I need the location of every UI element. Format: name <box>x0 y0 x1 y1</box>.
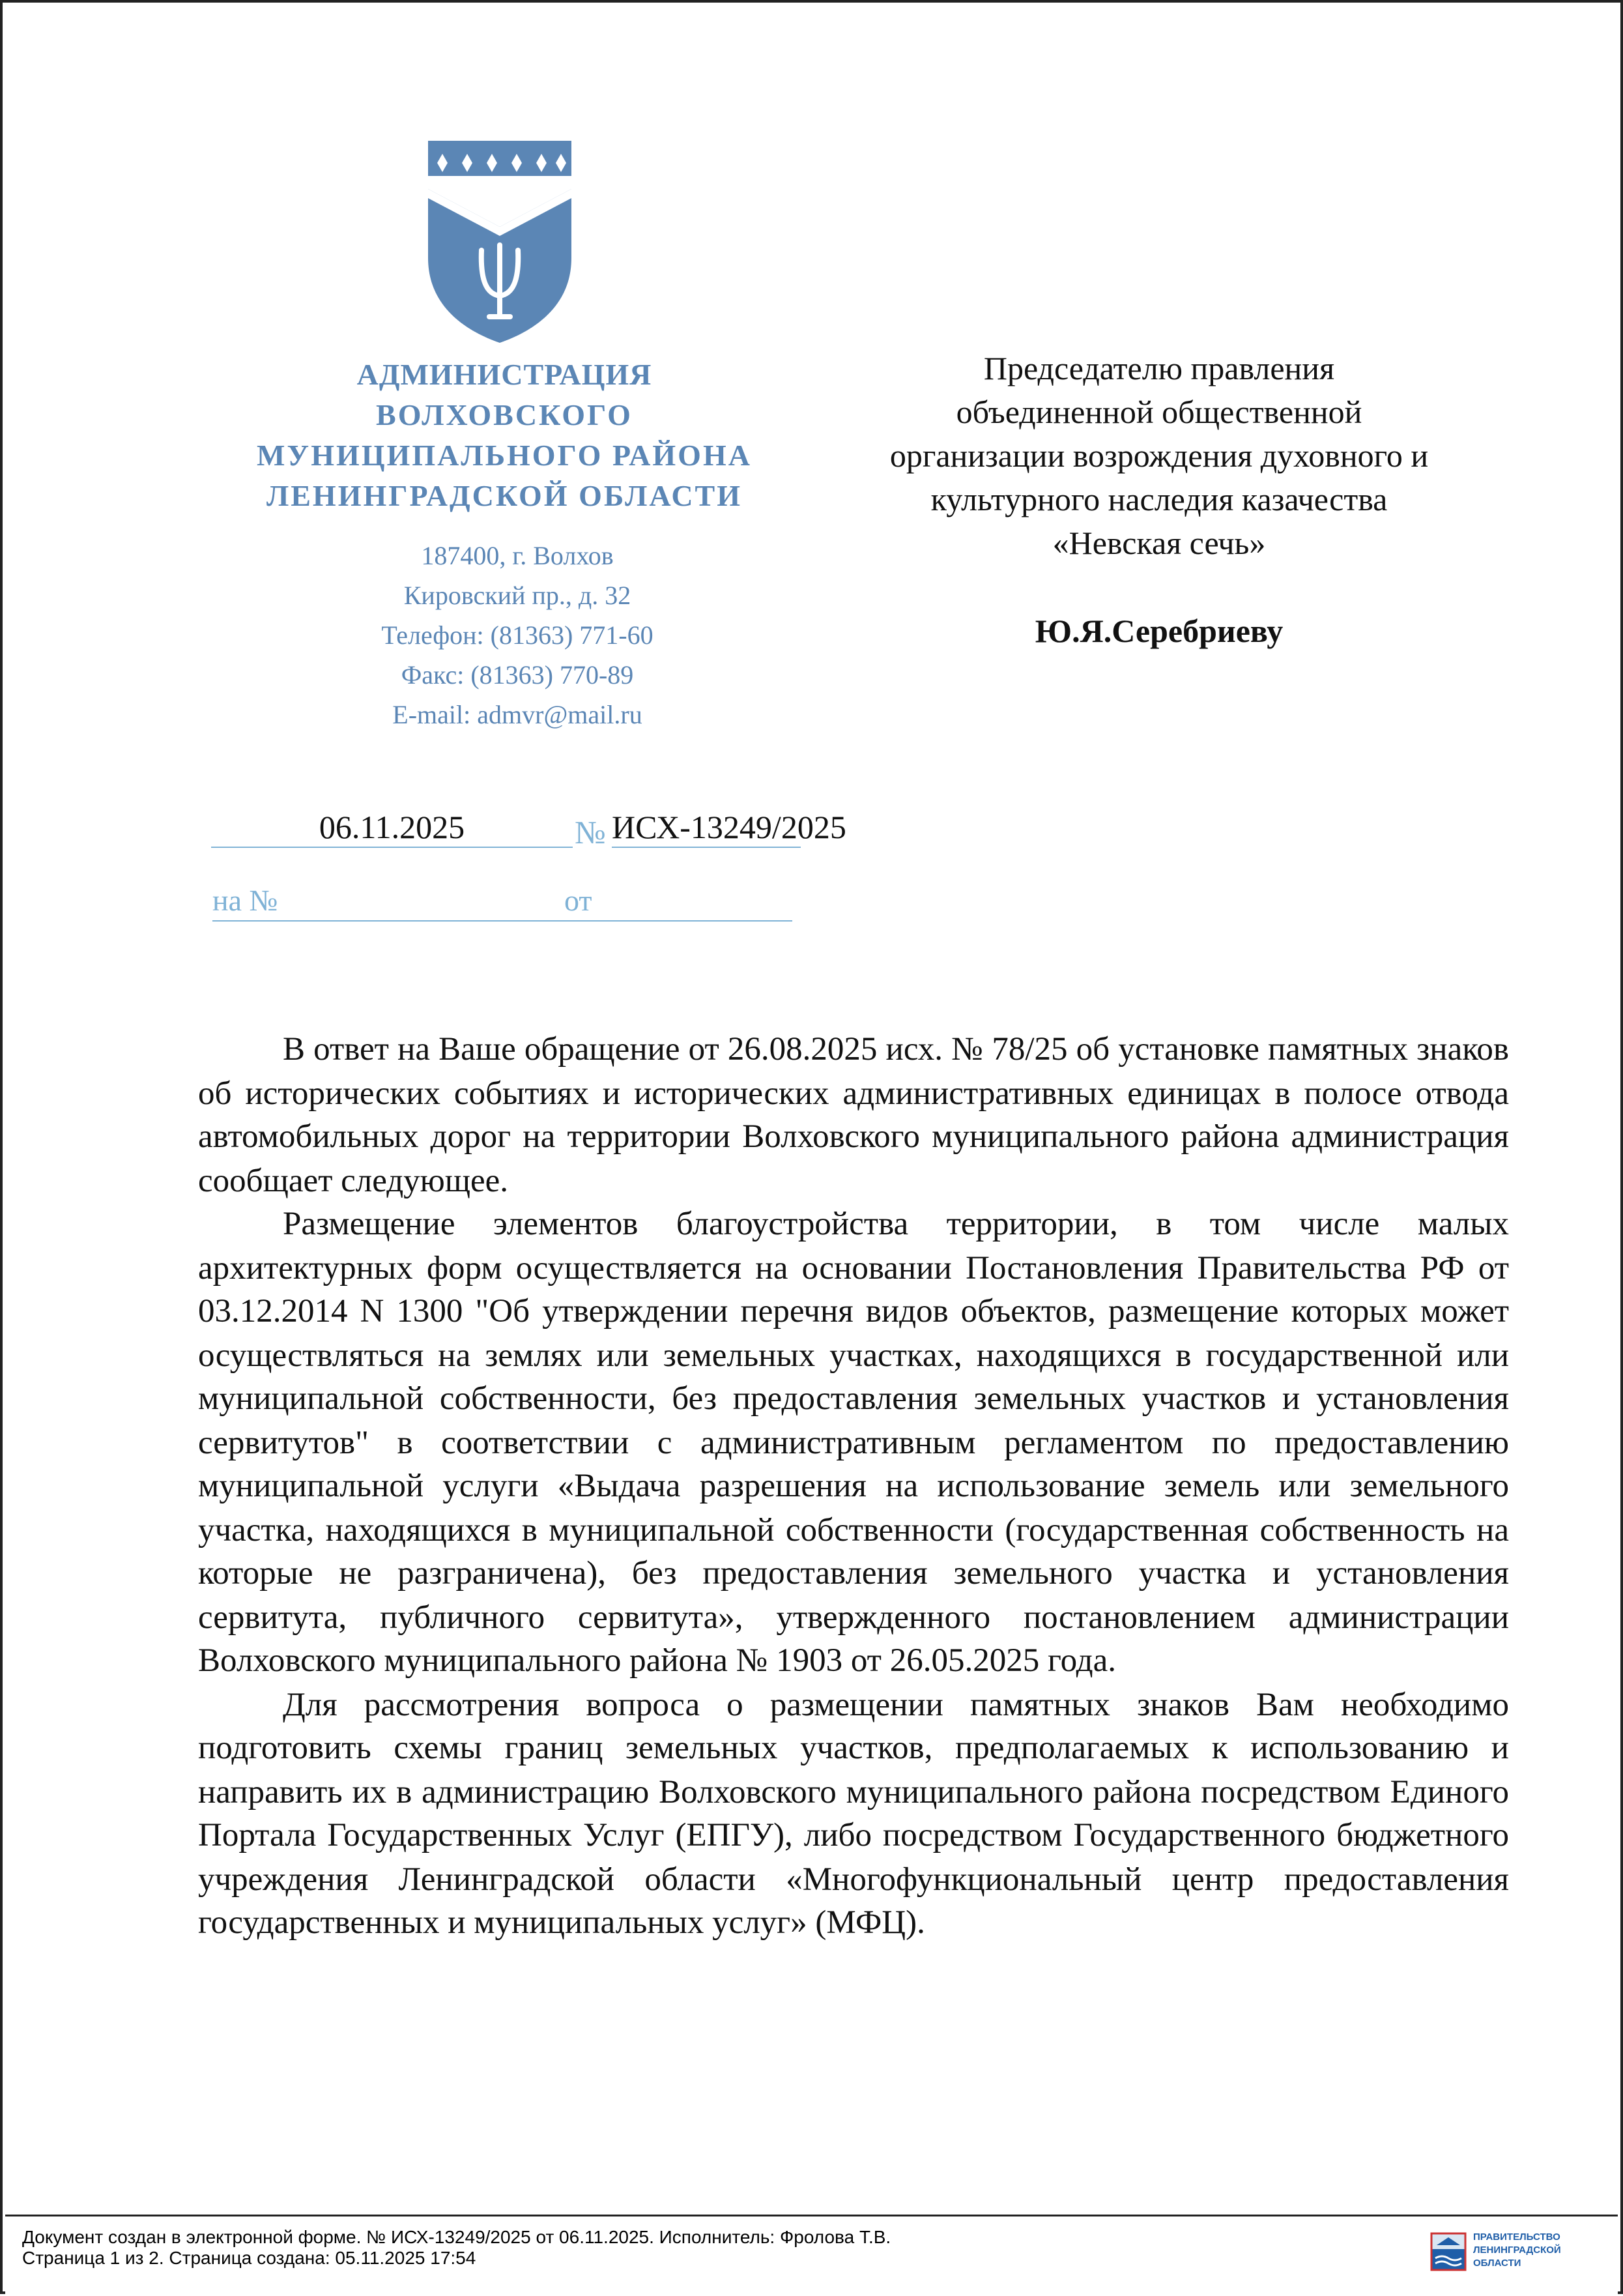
email-line: E-mail: admvr@mail.ru <box>392 700 642 729</box>
footer-text <box>22 2227 891 2269</box>
letter-body <box>198 1027 1509 1944</box>
number-sign: № <box>575 814 606 850</box>
org-line: ВОЛХОВСКОГО <box>376 398 633 431</box>
registration-number: ИСХ-13249/2025 <box>612 807 801 848</box>
footer-line: Документ создан в электронной форме. № ИСХ-13249/2025 от 06.11.2025. Исполнитель: Фролова Т.В. <box>22 2227 891 2247</box>
addressee-name: Ю.Я.Серебриеву <box>1035 613 1284 649</box>
government-logo <box>1430 2228 1587 2278</box>
addressee-block <box>817 347 1501 653</box>
addressee-line: Председателю правления <box>983 350 1335 386</box>
document-footer <box>5 2215 1618 2296</box>
contact-block <box>283 536 752 734</box>
body-paragraph: Для рассмотрения вопроса о размещении памятных знаков Вам необходимо подготовить схемы границ земельных участков, предполагаемых к использованию и направить их в администрацию Волховского муниципального района посредством Единого Портала Государственных Услуг (ЕПГУ), либо посредством Государственного бюджетного учреждения Ленинградской области «Многофункциональный центр предоставления государственных и муниципальных услуг» (МФЦ). <box>198 1685 1509 1941</box>
logo-line: ОБЛАСТИ <box>1473 2258 1521 2269</box>
logo-line: ПРАВИТЕЛЬСТВО <box>1473 2231 1560 2243</box>
reference-date-label: от <box>564 881 792 922</box>
fax-line: Факс: (81363) 770-89 <box>401 660 634 690</box>
reference-number-label: на № <box>212 881 564 922</box>
addressee-line: объединенной общественной <box>956 394 1362 430</box>
org-line: АДМИНИСТРАЦИЯ <box>356 358 652 391</box>
addressee-line: «Невская сечь» <box>1052 525 1266 561</box>
address-line: 187400, г. Волхов <box>421 541 614 570</box>
body-paragraph: В ответ на Ваше обращение от 26.08.2025 исх. № 78/25 об установке памятных знаков об исторических событиях и исторических административных единицах в полосе отвода автомобильных дорог на территории Волховского муниципального района администрация сообщает следующее. <box>198 1030 1509 1199</box>
org-line: МУНИЦИПАЛЬНОГО РАЙОНА <box>257 439 752 472</box>
logo-line: ЛЕНИНГРАДСКОЙ <box>1473 2245 1561 2256</box>
body-paragraph: Размещение элементов благоустройства территории, в том числе малых архитектурных форм осуществляется на основании Постановления Правительства РФ от 03.12.2014 N 1300 "Об утверждении перечня видов объектов, размещение которых может осуществляться на землях или земельных участках, находящихся в государственной или муниципальной собственности, без предоставления земельных участков и установления сервитутов" в соответствии с административным регламентом по предоставлению муниципальной услуги «Выдача разрешения на использование земель или земельного участка, находящихся в муниципальной собственности (государственная собственность на которые не разграничена), без предоставления земельного участка и установления сервитута, публичного сервитута», утвержденного постановлением администрации Волховского муниципального района № 1903 от 26.05.2025 года. <box>198 1204 1509 1679</box>
government-logo-text <box>1473 2231 1561 2270</box>
registration-date: 06.11.2025 <box>211 807 573 848</box>
phone-line: Телефон: (81363) 771-60 <box>381 620 654 650</box>
region-emblem-icon <box>1430 2232 1467 2271</box>
footer-line: Страница 1 из 2. Страница создана: 05.11.2025 17:54 <box>22 2248 476 2268</box>
organization-name <box>218 355 791 516</box>
coat-of-arms-icon <box>427 141 573 344</box>
addressee-line: культурного наследия казачества <box>930 481 1388 517</box>
address-line: Кировский пр., д. 32 <box>403 581 631 610</box>
addressee-line: организации возрождения духовного и <box>889 437 1429 474</box>
org-line: ЛЕНИНГРАДСКОЙ ОБЛАСТИ <box>266 479 743 512</box>
